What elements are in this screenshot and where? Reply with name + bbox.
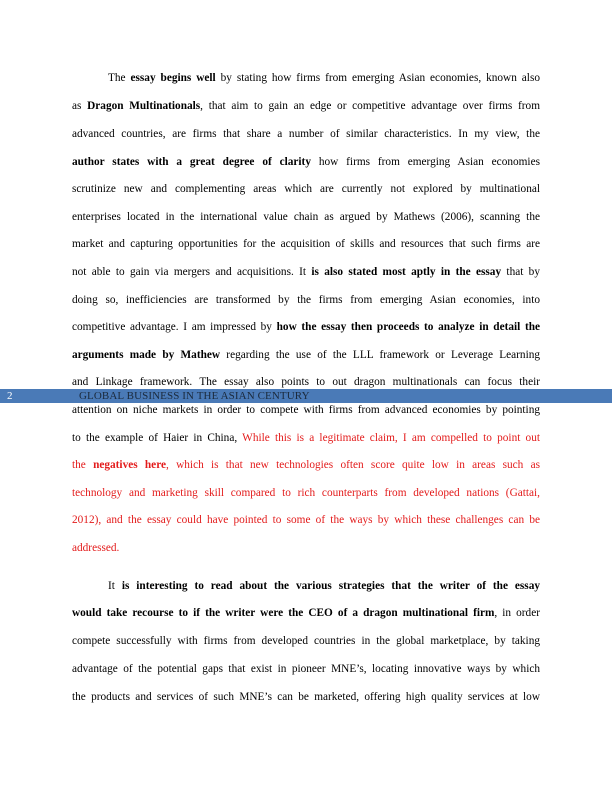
text: advanced countries, are firms that share a number of similar characteristics. In my view, the bbox=[72, 128, 540, 140]
text-line bbox=[72, 99, 540, 113]
text-line bbox=[72, 127, 540, 141]
text-line bbox=[72, 690, 540, 704]
bold-text: how the essay then proceeds to analyze in detail the bbox=[276, 321, 540, 333]
text: attention on niche markets in order to compete with firms from advanced economies by pointing bbox=[72, 404, 540, 416]
text-line bbox=[72, 293, 540, 307]
highlighted-critique: addressed. bbox=[72, 542, 120, 554]
text: regarding the use of the LLL framework or Leverage Learning bbox=[220, 349, 540, 361]
bold-text: is interesting to read about the various strategies that the writer of the essay bbox=[121, 580, 540, 592]
highlighted-critique: While this is a legitimate claim, I am compelled to point out bbox=[242, 432, 540, 444]
text: The bbox=[108, 72, 131, 84]
text: the products and services of such MNE’s can be marketed, offering high quality services at low bbox=[72, 691, 540, 703]
text-line bbox=[72, 182, 540, 196]
text: advantage of the potential gaps that exist in pioneer MNE’s, locating innovative ways by which bbox=[72, 663, 540, 675]
text-line bbox=[72, 348, 540, 362]
text-line bbox=[72, 606, 540, 620]
highlighted-critique: the bbox=[72, 459, 94, 471]
text-line bbox=[72, 486, 540, 500]
text: It bbox=[108, 580, 122, 592]
text: to the example of Haier in China, bbox=[72, 432, 243, 444]
text: that by bbox=[501, 266, 540, 278]
text-line bbox=[108, 579, 540, 593]
page-number: 2 bbox=[7, 390, 13, 402]
text-line bbox=[72, 210, 540, 224]
text-line bbox=[72, 431, 540, 445]
text-line bbox=[72, 155, 540, 169]
text-line bbox=[72, 265, 540, 279]
text: doing so, inefficiencies are transformed by the firms from emerging Asian economies, into bbox=[72, 294, 540, 306]
text: competitive advantage. I am impressed by bbox=[72, 321, 277, 333]
text-line bbox=[72, 320, 540, 334]
text: as bbox=[72, 100, 88, 112]
highlighted-critique: technology and marketing skill compared to rich counterparts from developed nations (Gattai, bbox=[72, 487, 540, 499]
bold-text: negatives here bbox=[93, 459, 167, 471]
bold-text: arguments made by Mathew bbox=[72, 349, 221, 361]
bold-text: author states with a great degree of clarity bbox=[72, 156, 311, 168]
text-line bbox=[108, 71, 540, 85]
text-line bbox=[72, 513, 540, 527]
text: how firms from emerging Asian economies bbox=[310, 156, 540, 168]
text: compete successfully with firms from developed countries in the global marketplace, by taking bbox=[72, 635, 540, 647]
text-line bbox=[72, 541, 540, 555]
text-line bbox=[72, 403, 540, 417]
highlighted-critique: , which is that new technologies often score quite low in areas such as bbox=[166, 459, 540, 471]
bold-text: is also stated most aptly in the essay bbox=[311, 266, 502, 278]
text: enterprises located in the international value chain as argued by Mathews (2006), scanning the bbox=[72, 211, 540, 223]
bold-text: would take recourse to if the writer were the CEO of a dragon multinational firm bbox=[72, 607, 495, 619]
text: and Linkage framework. The essay also points to out dragon multinationals can focus their bbox=[72, 376, 540, 388]
text-line bbox=[72, 237, 540, 251]
text: market and capturing opportunities for the acquisition of skills and resources that such firms are bbox=[72, 238, 540, 250]
bold-text: essay begins well bbox=[130, 72, 216, 84]
text: , that aim to gain an edge or competitive advantage over firms from bbox=[200, 100, 540, 112]
text: scrutinize new and complementing areas which are currently not explored by multinational bbox=[72, 183, 540, 195]
text: by stating how firms from emerging Asian economies, known also bbox=[215, 72, 540, 84]
bold-text: Dragon Multinationals bbox=[87, 100, 201, 112]
text: not able to gain via mergers and acquisitions. It bbox=[72, 266, 312, 278]
text-line bbox=[72, 662, 540, 676]
running-header-title: GLOBAL BUSINESS IN THE ASIAN CENTURY bbox=[79, 390, 310, 402]
text-line bbox=[72, 458, 540, 472]
text: , in order bbox=[494, 607, 540, 619]
highlighted-critique: 2012), and the essay could have pointed to some of the ways by which these challenges can be bbox=[72, 514, 540, 526]
text-line bbox=[72, 375, 540, 389]
text-line bbox=[72, 634, 540, 648]
